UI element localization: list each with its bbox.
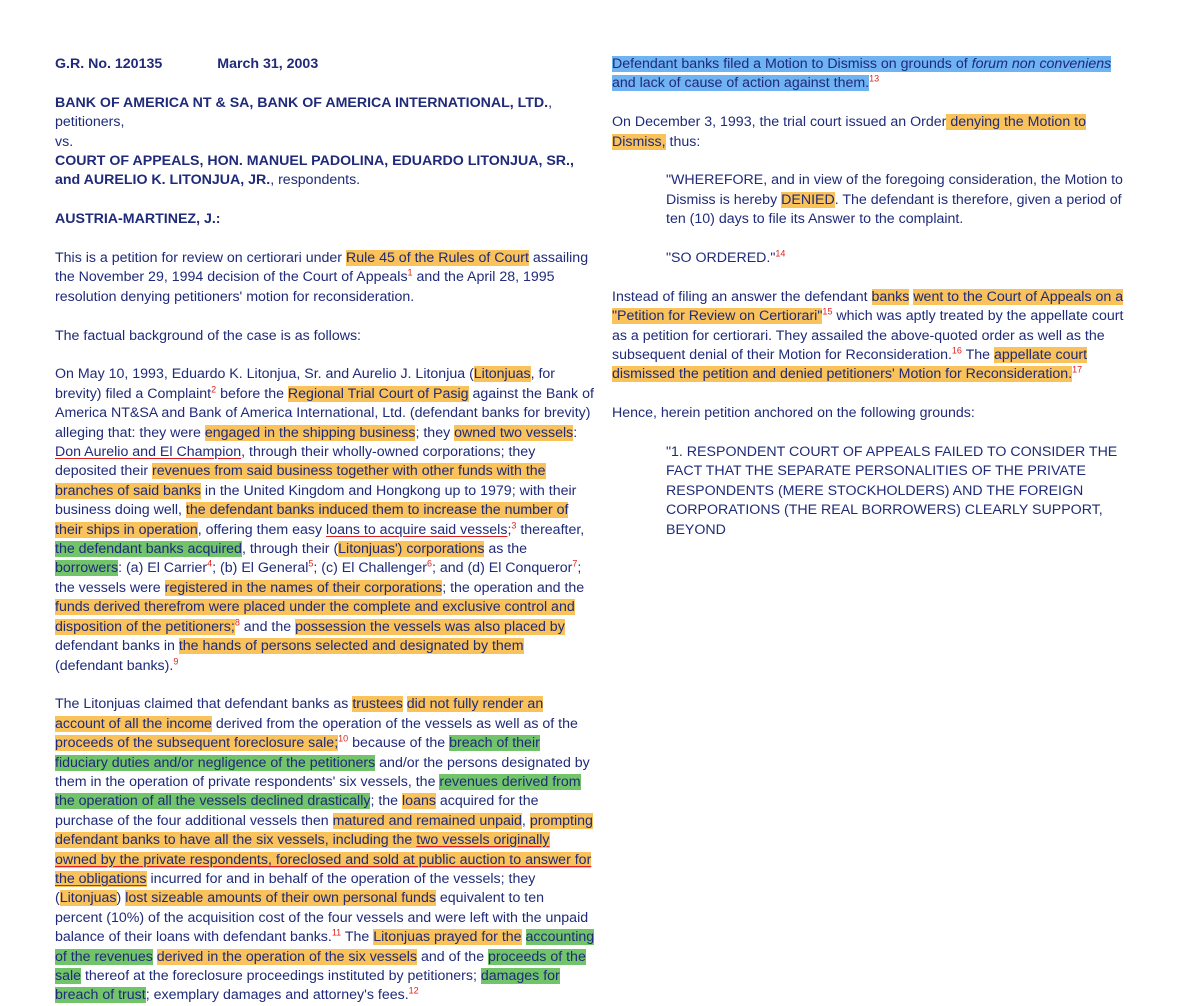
footnote-ref[interactable]: 8	[234, 616, 240, 627]
text-run: ; the operation and the	[442, 579, 585, 596]
highlight-orange: registered in the names of their corporations	[164, 579, 443, 596]
footnote-ref[interactable]: 13	[869, 73, 880, 84]
right-column	[612, 55, 1132, 559]
text-run: )	[116, 890, 126, 907]
text-run: On May 10, 1993, Eduardo K. Litonjua, Sr. and Aurelio J. Litonjua (	[55, 366, 474, 383]
text-run: thereafter,	[516, 521, 585, 538]
text-run: , through their (	[241, 541, 339, 558]
versus: vs.	[55, 133, 74, 150]
highlight-green: damages for breach of trust	[55, 968, 560, 1004]
text-run: in the United Kingdom and Hongkong up to 1979; with their business doing well,	[55, 482, 577, 519]
highlight-orange: engaged in the shipping business	[204, 424, 416, 441]
footnote-ref[interactable]: 6	[426, 558, 432, 569]
ponente: AUSTRIA-MARTINEZ, J.:	[55, 211, 221, 228]
text-run: The	[961, 347, 995, 364]
highlight-orange: did not fully render an account of all the income	[55, 696, 544, 732]
highlight-orange: Litonjuas prayed for the	[373, 929, 522, 946]
text-run: "WHEREFORE, and in view of the foregoing consideration, the Motion to Dismiss is hereby	[666, 172, 1123, 208]
highlight-orange: trustees	[352, 696, 403, 713]
highlight-green: breach of their fiduciary duties and/or negligence of the petitioners	[55, 735, 540, 771]
text-run: ; the vessels were	[55, 560, 582, 596]
text-run: and the April 28, 1995 resolution denying petitioners' motion for reconsideration.	[55, 269, 555, 305]
footnote-ref[interactable]: 10	[338, 733, 349, 744]
text-run: , for brevity) filed a Complaint	[55, 366, 556, 402]
footnote-ref[interactable]: 17	[1072, 364, 1083, 375]
respondents-suffix: , respondents.	[270, 172, 361, 189]
text-run: ; exemplary damages and attorney's fees.	[145, 987, 409, 1004]
text-run: defendant banks in	[55, 638, 179, 655]
appeal-paragraph	[612, 288, 1132, 385]
footnote-ref[interactable]: 12	[408, 985, 419, 996]
highlight-orange: banks	[871, 288, 910, 305]
petitioners-suffix: , petitioners,	[55, 94, 553, 131]
text-run: ; and (d) El Conqueror	[431, 560, 573, 577]
highlight-green: borrowers	[55, 560, 119, 577]
text-run: and/or the persons designated by them in the operation of private respondents' six vessels, the	[55, 754, 590, 790]
text-run: assailing the November 29, 1994 decision of the Court of Appeals	[55, 250, 589, 286]
text-run: as the	[484, 541, 528, 558]
highlight-orange: possession the vessels was also placed by	[295, 618, 565, 635]
highlight-orange: denying the Motion to Dismiss,	[612, 114, 1086, 150]
text-run: ; they	[415, 424, 455, 441]
footnote-ref[interactable]: 14	[775, 248, 786, 259]
text-run: ; the	[370, 793, 403, 810]
text-run: ; (c) El Challenger	[313, 560, 427, 577]
text-run: thus:	[665, 133, 701, 150]
motion-paragraph	[612, 55, 1132, 94]
text-run: "SO ORDERED."	[666, 250, 776, 267]
petitioners-names: BANK OF AMERICA NT & SA, BANK OF AMERICA INTERNATIONAL, LTD.	[55, 94, 549, 111]
highlight-orange: Litonjuas	[59, 890, 117, 907]
left-column	[55, 55, 595, 1004]
highlight-blue-italic: forum non conveniens	[971, 56, 1112, 72]
text-run: against the Bank of America NT&SA and Bank of America International, Ltd. (defendant banks for brevity) alleging that: they were	[55, 385, 594, 441]
highlight-orange: matured and remained unpaid	[332, 812, 522, 829]
intro-paragraph	[55, 249, 595, 307]
case-number: G.R. No. 120135	[55, 56, 163, 72]
case-header	[55, 55, 595, 74]
highlight-orange: prompting defendant banks to have all the six vessels, including the	[55, 812, 593, 849]
footnote-ref[interactable]: 7	[572, 558, 578, 569]
text-run: , offering them easy	[197, 521, 327, 538]
highlight-green: proceeds of the sale	[55, 948, 586, 984]
text-run: which was aptly treated by the appellate court as a petition for certiorari. They assailed the above-quoted order as well as the subsequent denial of their Motion for Reconsideration.	[612, 308, 1124, 364]
text-run: . The defendant is therefore, given a period of ten (10) days to file its Answer to the complaint.	[666, 191, 1122, 228]
text-run: The Litonjuas claimed that defendant banks as	[55, 696, 353, 713]
text-run: and the	[239, 618, 296, 635]
footnote-ref[interactable]: 3	[511, 519, 517, 530]
text-run: , through their wholly-owned corporations; they deposited their	[55, 444, 536, 480]
highlight-orange: loans	[402, 793, 436, 810]
highlight-orange-underlined: two vessels originally owned by the private respondents, foreclosed and sold at public auction to answer for the obligations	[55, 832, 592, 887]
text-run: incurred for and in behalf of the operation of the vessels; they (	[55, 870, 536, 907]
respondents-names: COURT OF APPEALS, HON. MANUEL PADOLINA, EDUARDO LITONJUA, SR., and AURELIO K. LITONJUA, JR.	[55, 153, 574, 189]
footnote-ref[interactable]: 16	[951, 345, 962, 356]
footnote-ref[interactable]: 2	[211, 384, 217, 395]
text-run: before the	[216, 385, 288, 402]
text-run: ,	[521, 812, 530, 829]
text-run: thereof at the foreclosure proceedings instituted by petitioners;	[81, 968, 481, 984]
highlight-green: revenues derived from the operation of all the vessels declined drastically	[55, 773, 581, 810]
background-paragraph: The factual background of the case is as follows:	[55, 327, 361, 344]
footnote-ref[interactable]: 9	[173, 655, 179, 666]
highlight-orange: Rule 45 of the Rules of Court	[345, 250, 529, 267]
footnote-ref[interactable]: 15	[822, 306, 833, 317]
text-run: Instead of filing an answer the defendant	[612, 288, 872, 305]
text-run: ;	[507, 521, 512, 538]
facts-paragraph	[55, 365, 595, 676]
text-run: derived from the operation of the vessels as well as of the	[211, 715, 578, 732]
highlight-orange: lost sizeable amounts of their own personal funds	[125, 890, 436, 907]
highlight-green: accounting of the revenues	[55, 929, 595, 965]
highlight-blue: and lack of cause of action against them.	[612, 75, 870, 92]
text-run: The	[341, 929, 374, 946]
text-run: (defendant banks).	[55, 657, 174, 674]
footnote-ref[interactable]: 1	[407, 267, 413, 278]
ground-one: "1. RESPONDENT COURT OF APPEALS FAILED TO CONSIDER THE FACT THAT THE SEPARATE PERSONALITIES OF THE PRIVATE RESPONDENTS (MERE STOCKHOLDERS) AND THE FOREIGN CORPORATIONS (THE REAL BORROWERS) CLEARLY SUPPORT, BEYOND	[666, 444, 1118, 538]
highlight-orange: revenues from said business together with other funds with the branches of said banks	[55, 463, 546, 499]
text-run: : (a) El Carrier	[118, 560, 208, 577]
underline-red: Don Aurelio and El Champion	[55, 444, 242, 461]
quote-so-ordered	[666, 249, 1132, 268]
highlight-orange: DENIED	[781, 191, 835, 208]
grounds-intro: Hence, herein petition anchored on the following grounds:	[612, 405, 975, 422]
text-run: acquired for the purchase of the four additional vessels then	[55, 793, 539, 829]
underline-red: loans to acquire said vessels	[326, 521, 508, 538]
highlight-orange: funds derived therefrom were placed under the complete and exclusive control and disposition of the petitioners;	[55, 599, 575, 635]
text-run: :	[573, 424, 578, 441]
quote-wherefore	[666, 171, 1132, 229]
footnote-ref[interactable]: 11	[331, 927, 342, 938]
highlight-orange: owned two vessels	[454, 424, 574, 441]
text-run: equivalent to ten percent (10%) of the acquisition cost of the four vessels and were left with the unpaid balance of their loans with defendant banks.	[55, 890, 589, 946]
highlight-orange: went to the Court of Appeals on a "Petition for Review on Certiorari"	[612, 288, 1124, 325]
case-parties	[55, 94, 595, 191]
text-run: because of the	[348, 735, 450, 752]
text-run: On December 3, 1993, the trial court issued an Order	[612, 114, 947, 131]
highlight-orange: Litonjuas') corporations	[338, 541, 485, 558]
highlight-orange: Regional Trial Court of Pasig	[287, 385, 469, 402]
highlight-orange: appellate court dismissed the petition and denied petitioners' Motion for Reconsideration.	[612, 347, 1088, 383]
highlight-orange: Litonjuas	[473, 366, 531, 383]
highlight-orange: the hands of persons selected and designated by them	[178, 638, 524, 655]
text-run	[522, 929, 526, 945]
footnote-ref[interactable]: 5	[308, 558, 314, 569]
text-run: This is a petition for review on certiorari under	[55, 250, 346, 267]
footnote-ref[interactable]: 4	[207, 558, 213, 569]
highlight-blue: Defendant banks filed a Motion to Dismiss on grounds of	[612, 56, 972, 72]
case-date: March 31, 2003	[217, 56, 319, 72]
claims-paragraph-start	[55, 695, 595, 1006]
highlight-orange: derived in the operation of the six vessels	[156, 948, 418, 965]
highlight-orange: the defendant banks induced them to increase the number of their ships in operation	[55, 502, 569, 538]
highlight-orange: proceeds of the subsequent foreclosure sale;	[55, 735, 339, 752]
text-run: ; (b) El General	[212, 560, 309, 577]
order-paragraph	[612, 113, 1132, 152]
text-run: and of the	[417, 948, 489, 965]
highlight-green: the defendant banks acquired	[55, 541, 242, 558]
